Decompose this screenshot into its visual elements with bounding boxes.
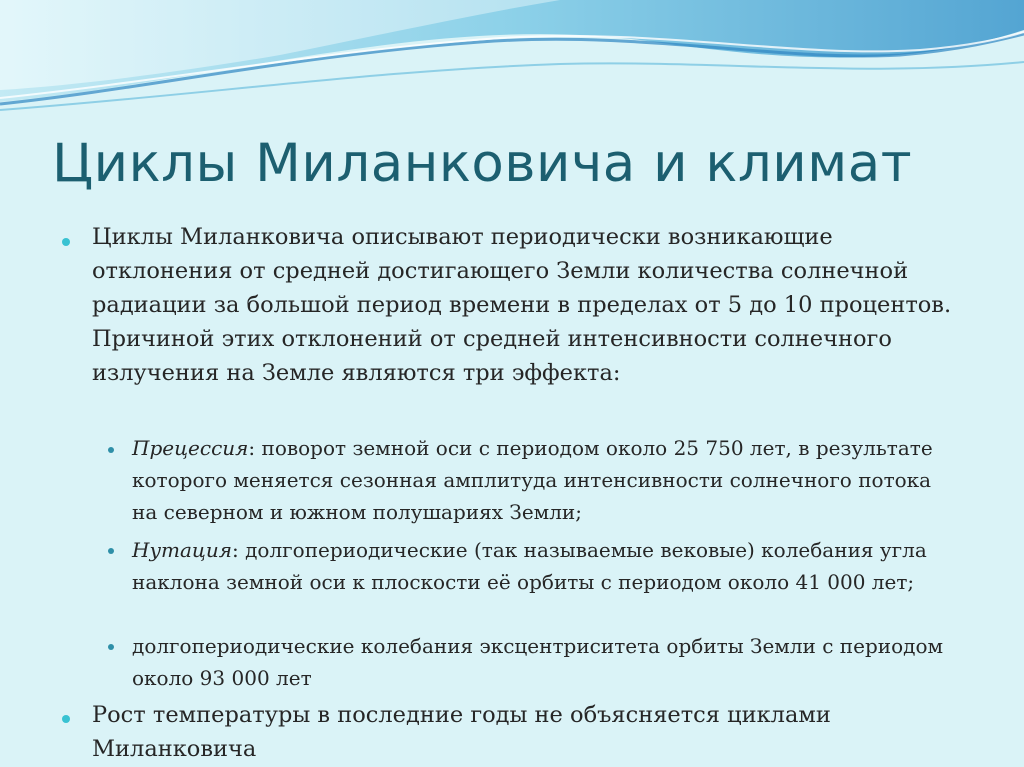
subbullet-dot-1 [108,447,114,453]
subbullet-1-term: Прецессия [132,436,249,460]
subbullet-dot-2 [108,548,114,554]
subbullet-3: долгопериодические колебания эксцентриситета орбиты Земли с периодом около 93 000 лет [132,634,944,690]
subbullet-dot-3 [108,644,114,650]
subbullet-2-term: Нутация [132,538,233,562]
subbullet-1-text: : поворот земной оси с периодом около 25 750 лет, в результате которого меняется сезонная амплитуда интенсивности солнечного потока на северном и южном полушариях Земли; [132,436,933,524]
subbullet-2 [132,534,962,598]
bullet-dot-1 [62,238,70,246]
slide-title: Циклы Миланковича и климат [52,133,913,194]
bullet-dot-2 [62,715,70,723]
bullet-1-text: Циклы Миланковича описывают периодически возникающие отклонения от средней достигающего Земли количества солнечной радиации за большой период времени в пределах от 5 до 10 процентов. Причиной этих отклонений от средней интенсивности солнечного излучения на Земле являются три эффекта: [92,224,952,386]
bullet-2-text: Рост температуры в последние годы не объясняется циклами Миланковича [92,702,831,762]
subbullet-1 [132,432,962,528]
subbullet-2-text: : долгопериодические (так называемые вековые) колебания угла наклона земной оси к плоскости её орбиты с периодом около 41 000 лет; [132,538,927,594]
decorative-waves [0,0,1024,120]
